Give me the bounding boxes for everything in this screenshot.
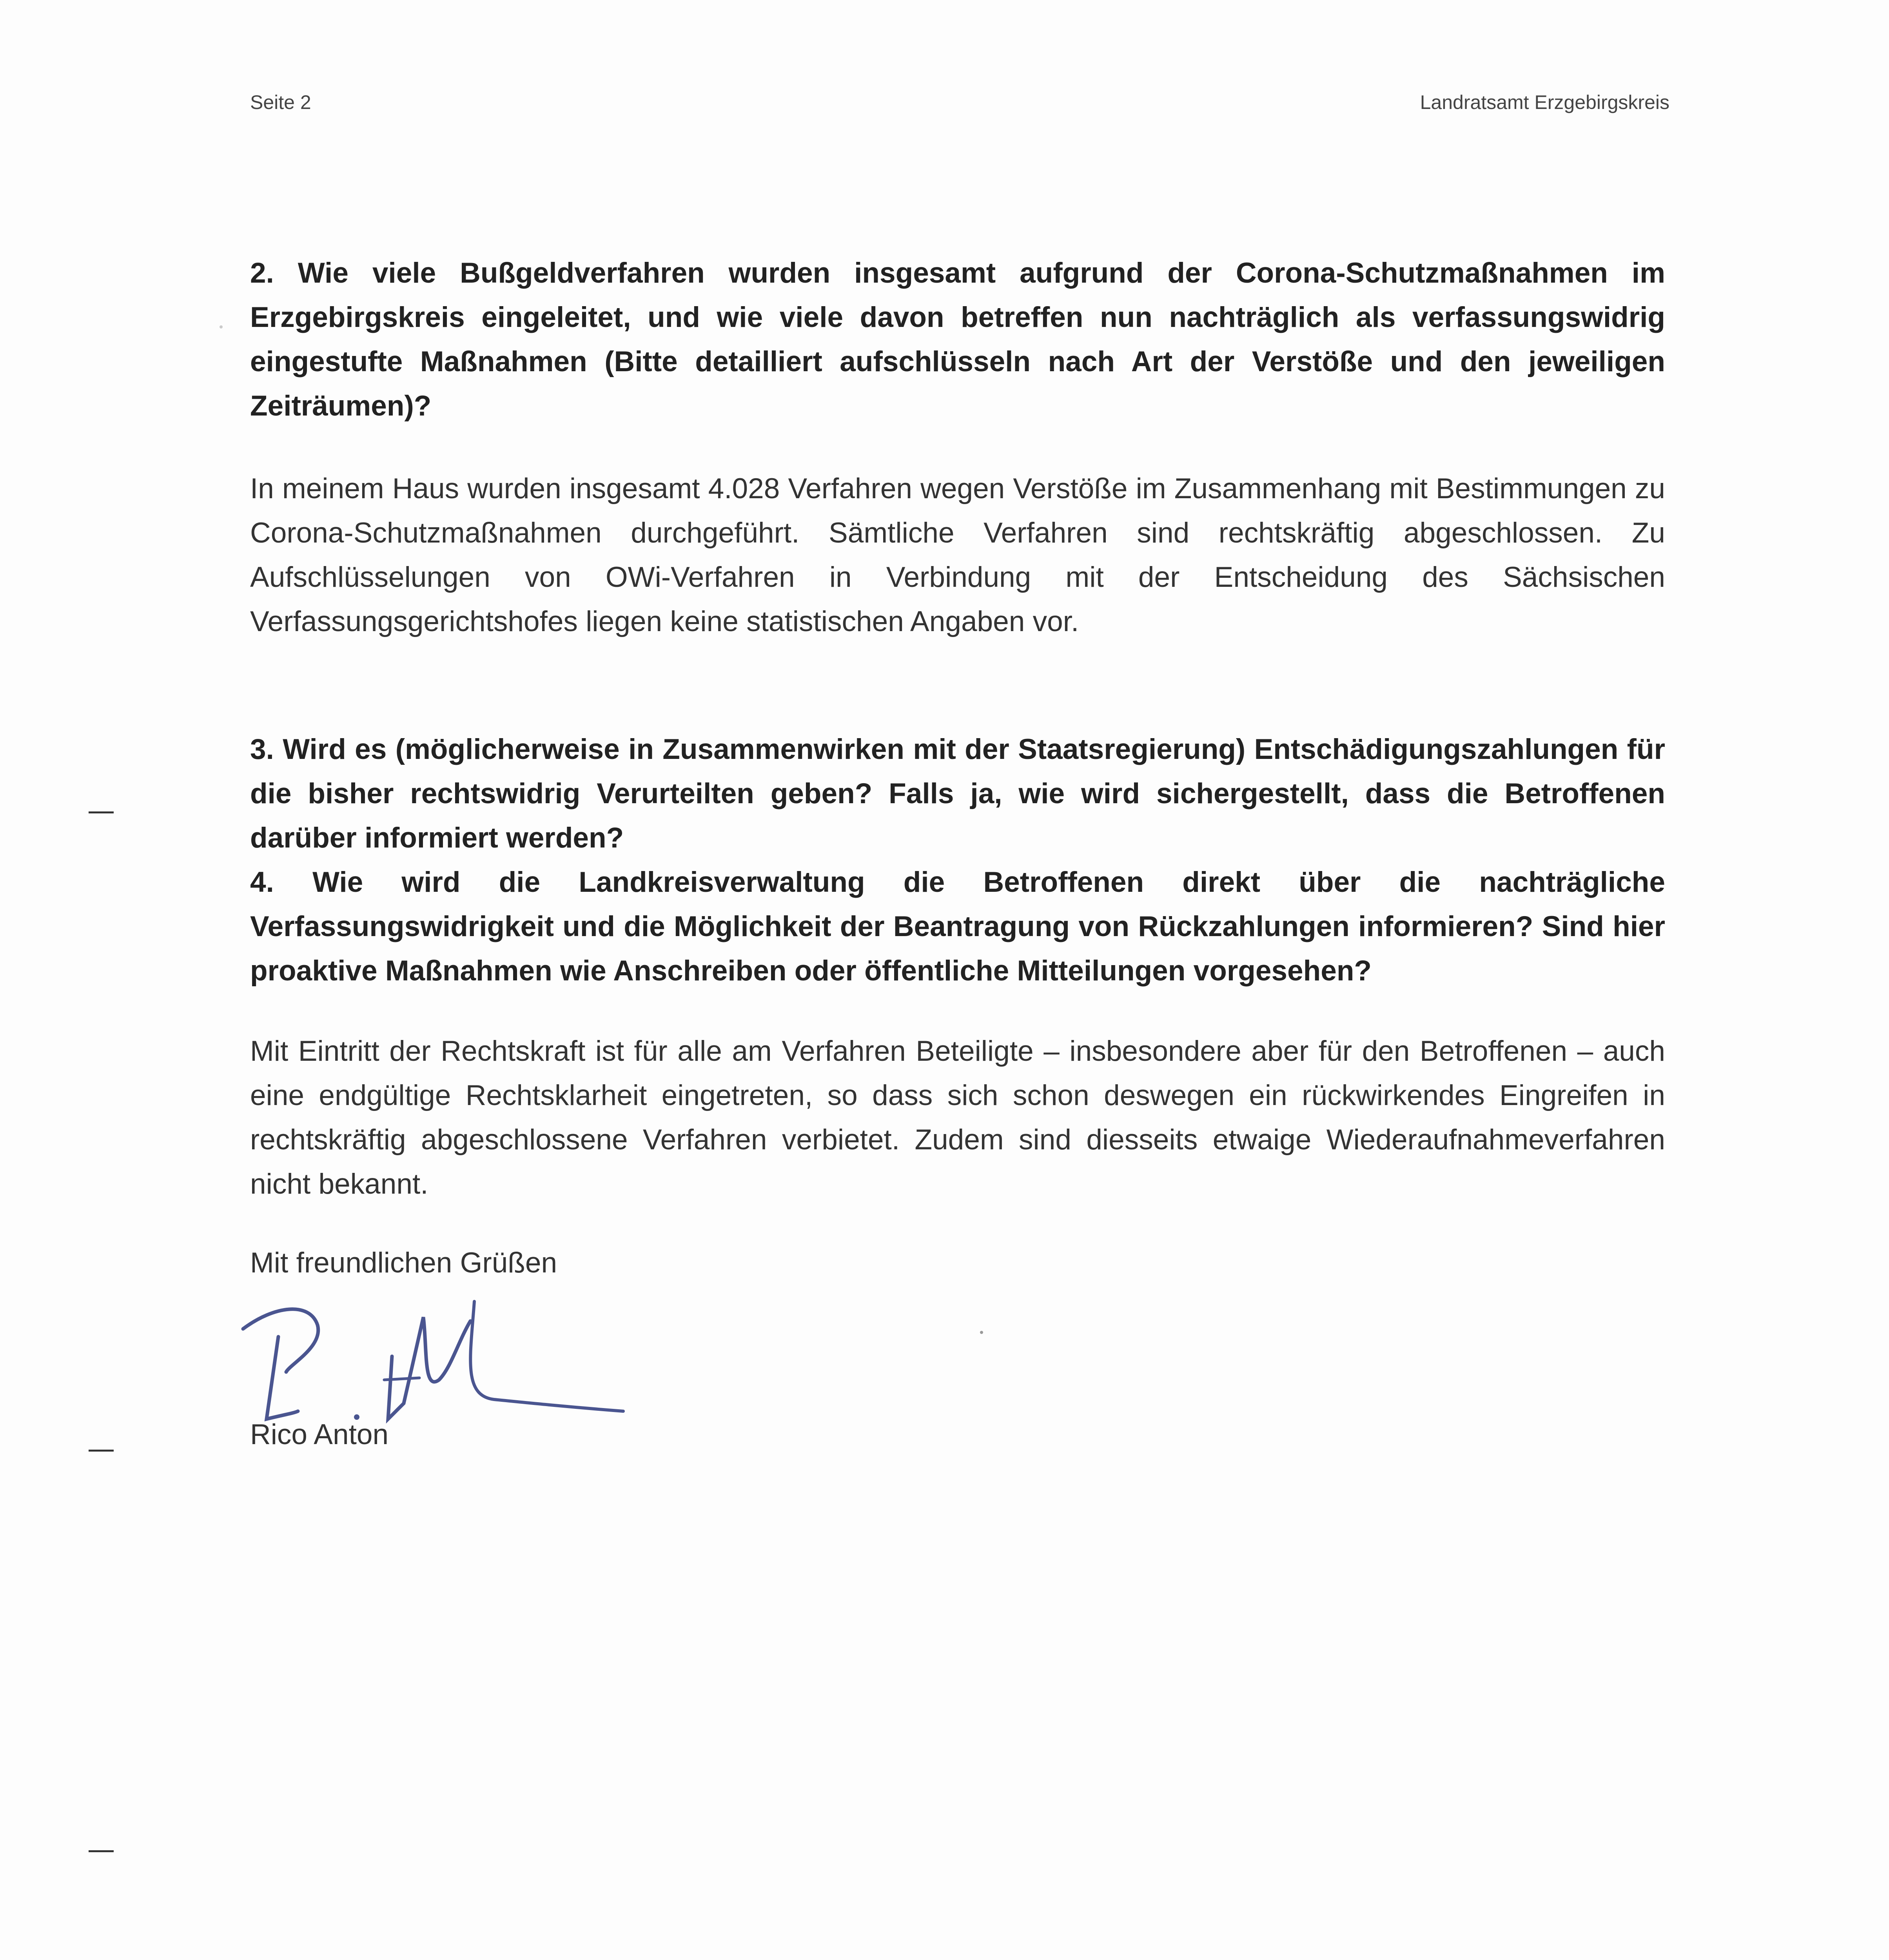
closing-salutation: Mit freundlichen Grüßen [250, 1247, 557, 1279]
fold-mark [89, 811, 114, 813]
answer-3-4-block [250, 1029, 1665, 1206]
question-3-4-block [250, 727, 1665, 993]
answer-2: In meinem Haus wurden insgesamt 4.028 Verfahren wegen Verstöße im Zusammenhang mit Bestimmungen zu Corona-Schutzmaßnahmen durchgeführt. Sämtliche Verfahren sind rechtskräftig abgeschlossen. Zu Aufschlüsselungen von OWi-Verfahren in Verbindung mit der Entscheidung des Sächsischen Verfassungsgerichtshofes liegen keine statistischen Angaben vor. [250, 473, 1665, 637]
answer-2-block [250, 466, 1665, 644]
punch-mark [89, 1450, 114, 1452]
page-number: Seite 2 [250, 91, 311, 113]
question-2: 2. Wie viele Bußgeldverfahren wurden insgesamt aufgrund der Corona-Schutzmaßnahmen im Erzgebirgskreis eingeleitet, und wie viele davon betreffen nun nachträglich als verfassungswidrig eingestufte Maßnahmen (Bitte detailliert aufschlüsseln nach Art der Verstöße und den jeweiligen Zeiträumen)? [250, 257, 1665, 422]
signer-name: Rico Anton [250, 1419, 389, 1450]
office-name: Landratsamt Erzgebirgskreis [1420, 91, 1669, 113]
answer-3-4: Mit Eintritt der Rechtskraft ist für alle am Verfahren Beteiligte – insbesondere aber für den Betroffenen – auch eine endgültige Rechtsklarheit eingetreten, so dass sich schon deswegen ein rückwirkendes Eingreifen in rechtskräftig abgeschlossene Verfahren verbietet. Zudem sind diesseits etwaige Wiederaufnahmeverfahren nicht bekannt. [250, 1035, 1665, 1200]
scan-speck [220, 325, 223, 328]
fold-mark [89, 1850, 114, 1852]
question-3: 3. Wird es (möglicherweise in Zusammenwirken mit der Staatsregierung) Entschädigungszahlungen für die bisher rechtswidrig Verurteilten geben? Falls ja, wie wird sichergestellt, dass die Betroffenen darüber informiert werden? [250, 733, 1665, 854]
scan-speck [980, 1331, 983, 1334]
question-2-block [250, 251, 1665, 428]
question-4: 4. Wie wird die Landkreisverwaltung die Betroffenen direkt über die nachträgliche Verfassungswidrigkeit und die Möglichkeit der Beantragung von Rückzahlungen informieren? Sind hier proaktive Maßnahmen wie Anschreiben oder öffentliche Mitteilungen vorgesehen? [250, 866, 1665, 987]
